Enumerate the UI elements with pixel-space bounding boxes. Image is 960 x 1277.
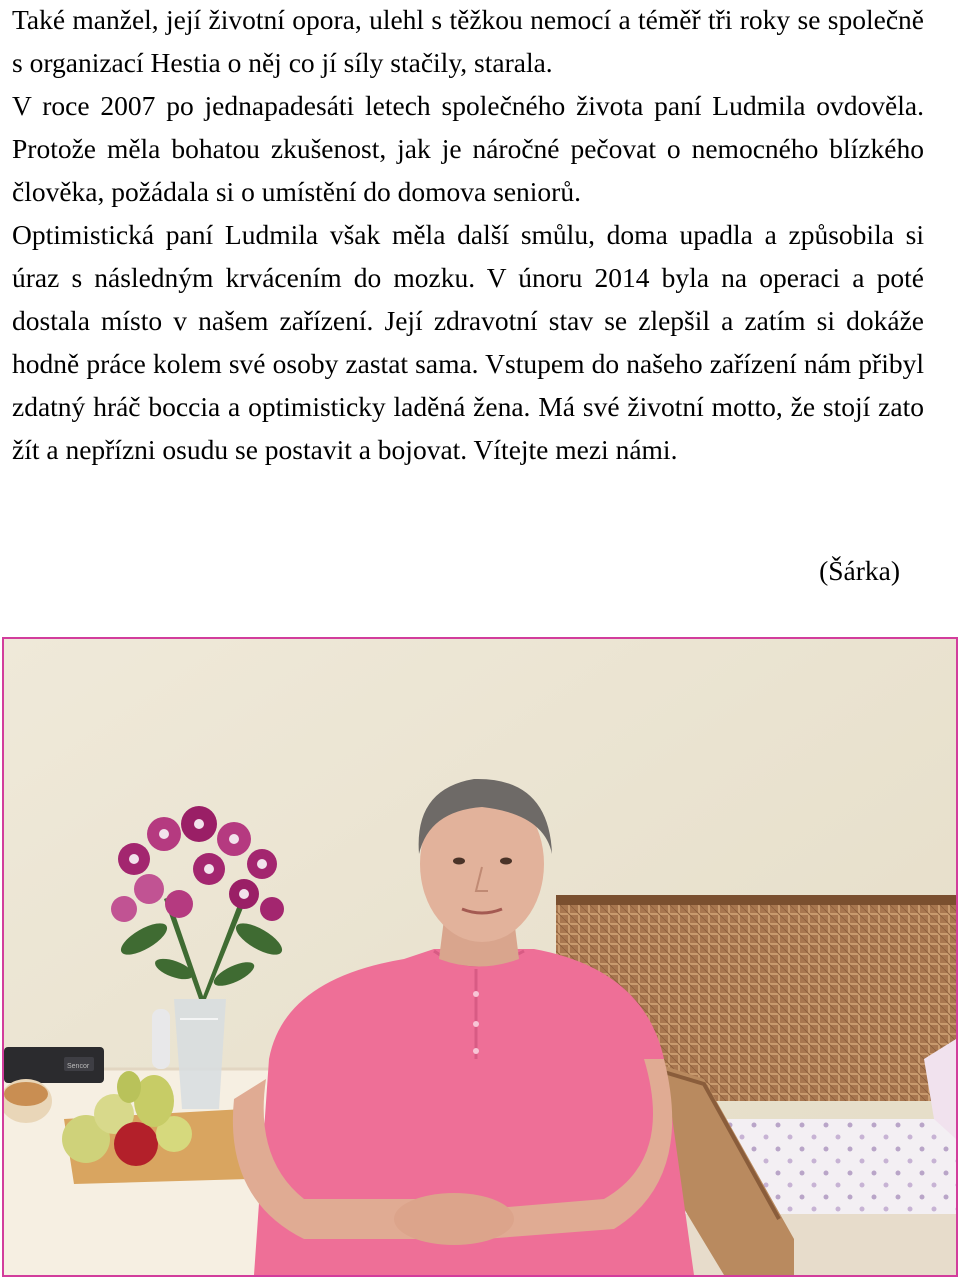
article-paragraph: Také manžel, její životní opora, ulehl s těžkou nemocí a téměř tři roky se společně s organizací Hestia o něj co jí síly stačily, starala. xyxy=(12,4,924,78)
portrait-photo xyxy=(2,637,958,1277)
article-body xyxy=(12,0,924,471)
author-signature: (Šárka) xyxy=(819,555,900,586)
article-paragraph: V roce 2007 po jednapadesáti letech společného života paní Ludmila ovdověla. Protože měla bohatou zkušenost, jak je náročné pečovat o nemocného blízkého člověka, požádala si o umístění do domova seniorů. xyxy=(12,90,924,207)
folded-hands xyxy=(394,1193,514,1245)
glass-vase xyxy=(174,999,226,1109)
radio-brand: Sencor xyxy=(67,1063,90,1070)
article-paragraph: Optimistická paní Ludmila však měla další smůlu, doma upadla a způsobila si úraz s následným krvácením do mozku. V únoru 2014 byla na operaci a poté dostala místo v našem zařízení. Její zdravotní stav se zlepšil a zatím si dokáže hodně práce kolem své osoby zastat sama. Vstupem do našeho zařízení nám přibyl zdatný hráč boccia a optimisticky laděná žena. Má své životní motto, že stojí zato žít a nepřízni osudu se postavit a bojovat. Vítejte mezi námi. xyxy=(12,219,924,465)
portrait-photo-illustration xyxy=(4,639,956,1275)
